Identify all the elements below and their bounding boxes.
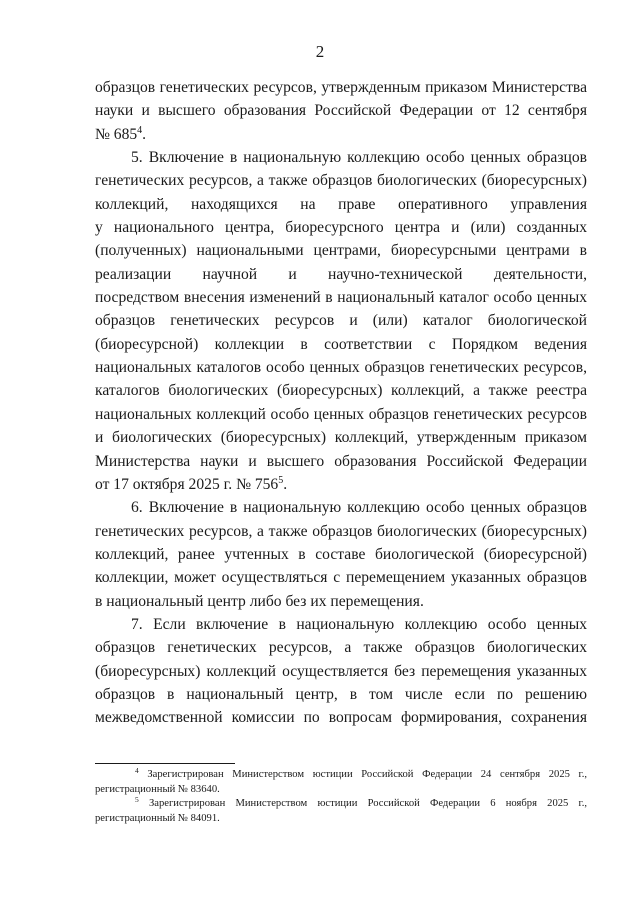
footnote-reference: 5 [278,474,284,486]
text-line: от 17 октября 2025 г. № $756^5$. [95,474,288,493]
footnote-line: регистрационный № 83640. [95,783,220,795]
text-line: образцов генетических ресурсов, а также образцов биологических [95,639,587,657]
text-line: коллекций, ранее учтенных в составе биологической (биоресурсной) [95,545,587,563]
text-line: и биологических (биоресурсных) коллекций, утвержденным приказом [95,429,587,447]
text-line: в национальный центр либо без их перемещения. [95,592,424,610]
footnote-marker: 5 [135,797,139,805]
text-line: (биоресурсной) коллекции в соответствии с Порядком ведения [95,335,587,353]
text-line: науки и высшего образования Российской Федерации от 12 сентября [95,102,587,120]
text-line: (биоресурсных) коллекций осуществляется без перемещения указанных [95,662,587,680]
text-line: Министерства науки и высшего образования Российской Федерации [95,452,587,470]
text-line: у национального центра, биоресурсного центра и (или) созданных [95,219,587,237]
text-line: каталогов биологических (биоресурсных) коллекций, а также реестра [95,382,587,400]
page-number: 2 [315,42,325,61]
text-line: образцов генетических ресурсов и (или) каталог биологической [95,312,587,330]
text-line: образцов генетических ресурсов, утвержденным приказом Министерства [95,79,587,96]
text-line: национальных каталогов особо ценных образцов генетических ресурсов, [95,359,587,377]
footnote-line: $^4$ Зарегистрирован Министерством юстиции Российской Федерации 24 сентября 2025 г., [135,768,587,780]
text-line: генетических ресурсов, а также образцов биологических (биоресурсных) [95,172,587,190]
footnote-line: $^5$ Зарегистрирован Министерством юстиции Российской Федерации 6 ноября 2025 г., [135,797,587,810]
text-line: реализации научной и научно-технической деятельности, [95,265,587,283]
text-line: генетических ресурсов, а также образцов биологических (биоресурсных) [95,522,587,540]
text-line: коллекции, может осуществляться с перемещением указанных образцов [95,569,587,587]
footnote-marker: 4 [135,768,139,775]
text-line: № $685^4$. [95,124,147,143]
text-line: (полученных) национальными центрами, биоресурсными центрами в [95,242,587,260]
text-line: межведомственной комиссии по вопросам формирования, сохранения [95,709,587,727]
text-line: 6. Включение в национальную коллекцию особо ценных образцов [131,499,587,517]
footnotes [95,768,587,826]
footnote-reference: 4 [137,124,143,136]
text-line: национальных коллекций особо ценных образцов генетических ресурсов [95,405,587,423]
footnote-line: регистрационный № 84091. [95,812,220,824]
text-line: 5. Включение в национальную коллекцию особо ценных образцов [131,149,587,167]
body-text [95,76,587,730]
footnote-separator [95,763,235,764]
text-line: коллекций, находящихся на праве оперативного управления [95,195,587,213]
text-line: образцов в национальный центр, в том числе если по решению [95,685,587,703]
text-line: посредством внесения изменений в национальный каталог особо ценных [95,289,587,307]
text-line: 7. Если включение в национальную коллекцию особо ценных [131,615,587,633]
